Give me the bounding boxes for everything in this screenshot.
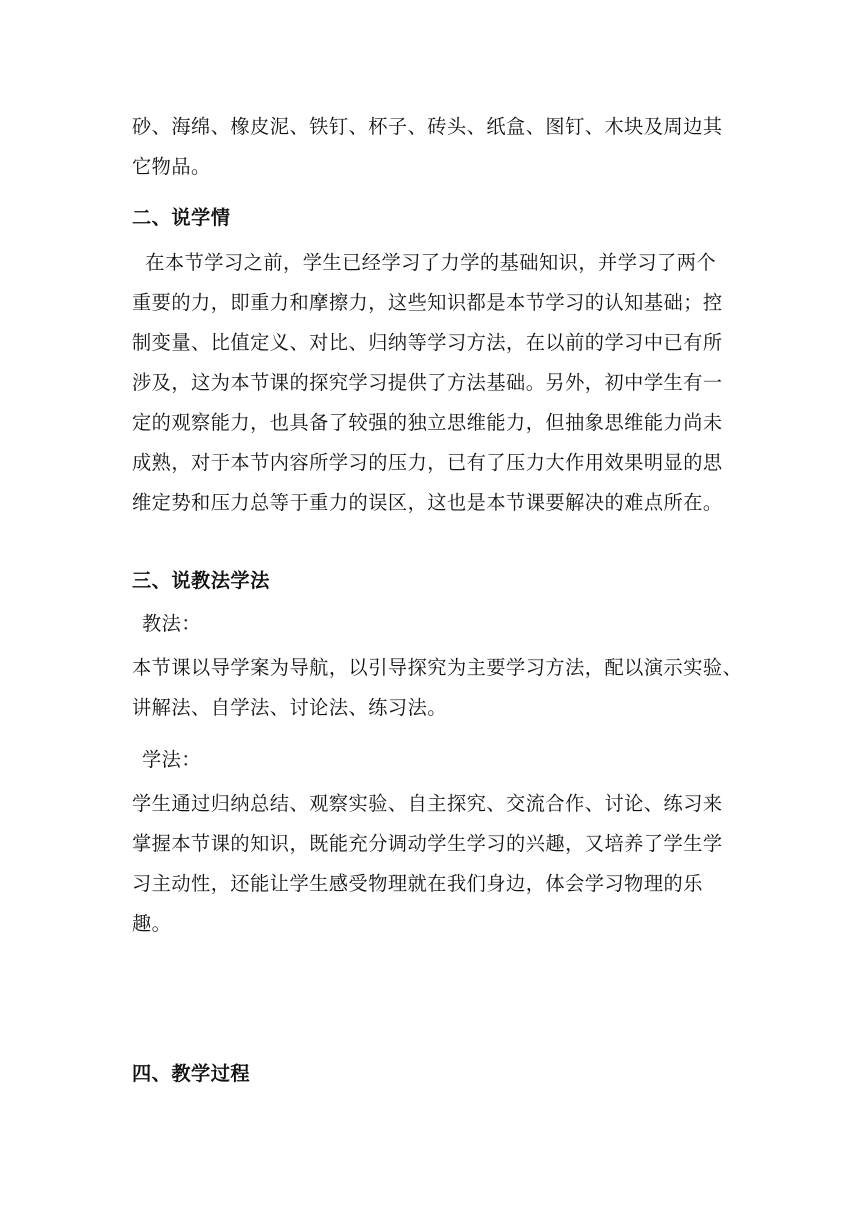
paragraph-line: 砂、海绵、橡皮泥、铁钉、杯子、砖头、纸盒、图钉、木块及周边其 [132,115,723,138]
paragraph-line: 涉及，这为本节课的探究学习提供了方法基础。另外，初中学生有一 [132,371,723,394]
teaching-method-label: 教法： [142,612,202,635]
paragraph-line: 习主动性，还能让学生感受物理就在我们身边，体会学习物理的乐 [132,872,703,895]
paragraph-line: 它物品。 [132,155,211,178]
section-heading-methods: 三、说教法学法 [132,569,270,592]
paragraph-line: 制变量、比值定义、对比、归纳等学习方法，在以前的学习中已有所 [132,331,723,354]
section-heading-student-analysis: 二、说学情 [132,206,231,229]
paragraph-line: 重要的力，即重力和摩擦力，这些知识都是本节学习的认知基础；控 [132,291,723,314]
materials-paragraph [132,107,732,187]
paragraph-line: 定的观察能力，也具备了较强的独立思维能力，但抽象思维能力尚未 [132,411,723,434]
student-analysis-paragraph [132,243,732,523]
paragraph-line: 在本节学习之前，学生已经学习了力学的基础知识，并学习了两个 [132,251,717,274]
paragraph-line: 成熟，对于本节内容所学习的压力，已有了压力大作用效果明显的思 [132,451,723,474]
section-heading-teaching-process: 四、教学过程 [132,1062,251,1085]
paragraph-line: 趣。 [132,912,172,935]
paragraph-line: 学生通过归纳总结、观察实验、自主探究、交流合作、讨论、练习来 [132,792,723,815]
teaching-method-paragraph [132,648,743,728]
learning-method-label: 学法： [142,748,202,771]
paragraph-line: 讲解法、自学法、讨论法、练习法。 [132,696,447,719]
paragraph-line: 本节课以导学案为导航，以引导探究为主要学习方法，配以演示实验、 [132,656,743,679]
paragraph-line: 维定势和压力总等于重力的误区，这也是本节课要解决的难点所在。 [132,491,723,514]
learning-method-paragraph [132,784,732,944]
paragraph-line: 掌握本节课的知识，既能充分调动学生学习的兴趣，又培养了学生学 [132,832,723,855]
document-page [132,0,743,1216]
